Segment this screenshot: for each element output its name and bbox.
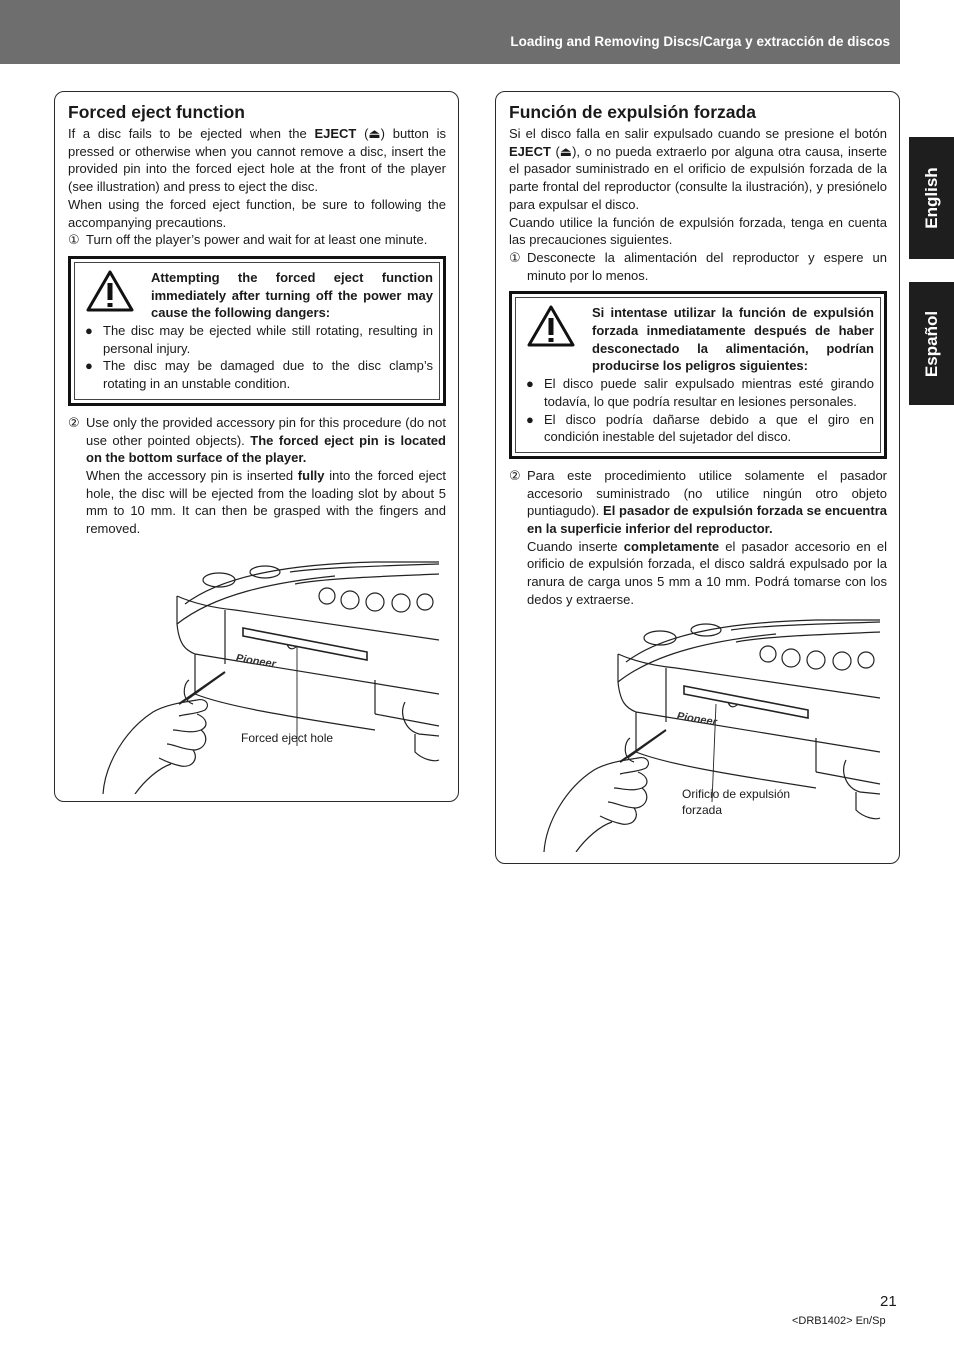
tab-english [909, 137, 954, 259]
caption-line: forzada [682, 803, 723, 817]
warning-bullet [526, 375, 874, 410]
warning-title: Attempting the forced eject function immediately after turning off the power may cause the following dangers: [151, 269, 433, 321]
bullet-icon: ● [85, 358, 93, 374]
bullet-text: El disco podría dañarse debido a que el giro en condición inestable del sujetador del disco. [544, 411, 874, 445]
eject-label: EJECT [314, 126, 357, 141]
intro-text: button is pressed or otherwise when you cannot remove a disc, insert the provided pin into the forced eject hole at the front of the player (see illustration) and press to eject the disc. [68, 126, 446, 195]
warning-triangle-icon [85, 269, 151, 322]
step-text: Turn off the player’s power and wait for at least one minute. [86, 232, 428, 248]
step-text-bold: completamente [623, 538, 720, 554]
intro-text: , o no pueda extraerlo por alguna otra causa, inserte el pasador suministrado en el orificio de expulsión forzada de la parte frontal del reproductor (consulte la ilustración), y presiónelo para expulsar el disco. [509, 143, 887, 212]
warning-bullet [85, 322, 433, 357]
eject-icon: (⏏) [555, 143, 577, 159]
svg-text:Pioneer: Pioneer [234, 652, 277, 671]
spanish-precaution-intro: Cuando utilice la función de expulsión forzada, tenga en cuenta las precauciones siguientes. [509, 214, 887, 248]
spanish-section-title: Función de expulsión forzada [509, 102, 756, 122]
english-step-1 [68, 231, 446, 249]
step-number: ① [68, 232, 80, 248]
step-text-part: Para este procedimiento utilice solamente el pasador accesorio suministrado (no utilice ningún otro objeto puntiagudo). [527, 467, 887, 519]
step-text-part: Cuando inserte [527, 538, 618, 554]
bullet-text: El disco puede salir expulsado mientras esté girando todavía, lo que podría resultar en lesiones personales. [544, 376, 874, 409]
document-code: <DRB1402> En/Sp [792, 1315, 886, 1327]
header-bar [0, 0, 900, 64]
tab-espanol-label: Español [921, 310, 941, 377]
warning-bullet [85, 357, 433, 392]
eject-label: EJECT [509, 143, 551, 159]
step-text [86, 414, 446, 538]
svg-text:Pioneer: Pioneer [675, 710, 718, 729]
step-number: ② [68, 414, 80, 430]
bullet-text: The disc may be ejected while still rotating, resulting in personal injury. [103, 323, 433, 356]
warning-title: Si intentase utilizar la función de expulsión forzada inmediatamente después de haber desconectado la alimentación, podrían producirse los peligros siguientes: [592, 305, 874, 374]
step-text-bold: The forced eject pin is located on the bottom surface of the player. [86, 432, 446, 466]
step-text: Desconecte la alimentación del reproductor y espere un minuto por lo menos. [527, 249, 887, 283]
english-warning-box [68, 256, 446, 406]
bullet-icon: ● [85, 323, 93, 339]
english-section [54, 91, 459, 802]
bullet-icon: ● [526, 411, 534, 427]
caption-line: Orificio de expulsión [682, 787, 791, 801]
tab-english-label: English [921, 167, 941, 229]
bullet-text: The disc may be damaged due to the disc clamp’s rotating in an unstable condition. [103, 358, 433, 392]
step-text-part: el pasador accesorio en el orificio de expulsión forzada, el disco saldrá expulsado por la ranura de carga unos 5 mm a 10 mm. Podrá tomarse con los dedos y extraerse. [527, 538, 887, 607]
step-text-bold: El pasador de expulsión forzada se encuentra en la superficie inferior del reproductor. [527, 503, 887, 537]
step-text-part: Use only the provided accessory pin for this procedure (do not use other pointed objects). [86, 414, 446, 448]
spanish-step-2 [509, 467, 887, 609]
step-number: ② [509, 467, 521, 483]
spanish-step-1 [509, 249, 887, 284]
spanish-warning-box [509, 291, 887, 459]
english-section-title: Forced eject function [68, 102, 245, 122]
bullet-icon: ● [526, 376, 534, 392]
intro-text: If a disc fails to be ejected when the [68, 126, 307, 141]
page-number: 21 [880, 1293, 897, 1310]
english-illustration-caption: Forced eject hole [241, 731, 334, 745]
warning-bullet [526, 411, 874, 446]
eject-icon: (⏏) [364, 126, 386, 141]
warning-triangle-icon [526, 304, 592, 375]
step-text [527, 467, 887, 609]
spanish-illustration-caption [682, 786, 790, 818]
english-step-2 [68, 414, 446, 538]
english-precaution-intro: When using the forced eject function, be sure to following the accompanying precautions. [68, 196, 446, 230]
spanish-intro [509, 125, 887, 214]
step-text-part: into the forced eject hole, the disc will be ejected from the loading slot by about 5 mm to 10 mm. It can then be grasped with the fingers and removed. [86, 467, 446, 537]
intro-text: Si el disco falla en salir expulsado cuando se presione el botón [509, 126, 887, 141]
english-intro [68, 125, 446, 196]
header-title: Loading and Removing Discs/Carga y extracción de discos [510, 34, 890, 49]
step-text-bold: fully [297, 467, 325, 483]
forced-eject-illustration [75, 554, 447, 794]
step-number: ① [509, 249, 521, 265]
step-text-part: When the accessory pin is inserted [86, 467, 294, 483]
spanish-section [495, 91, 900, 864]
tab-espanol [909, 282, 954, 405]
